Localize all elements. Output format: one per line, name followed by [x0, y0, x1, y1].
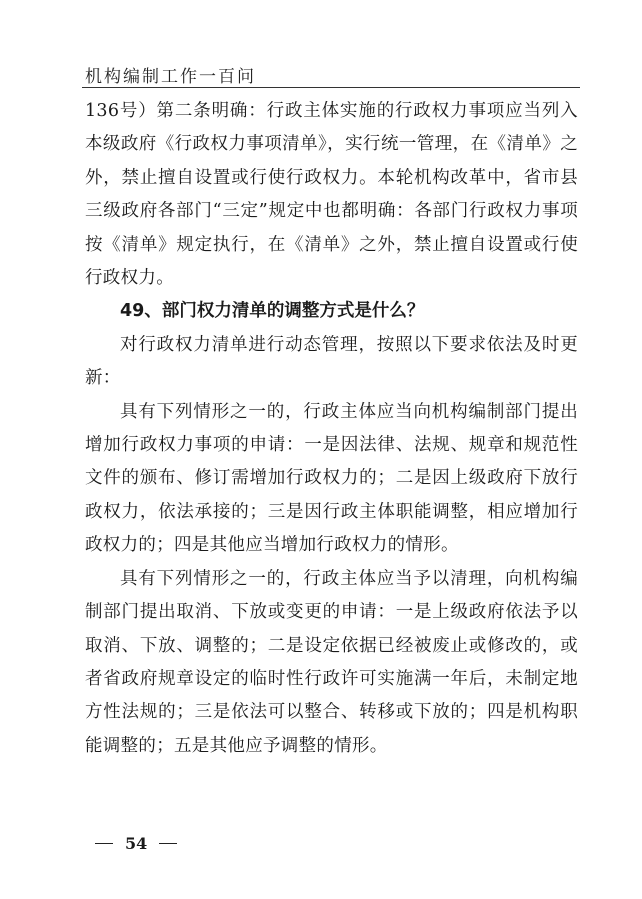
- paragraph-continuation: 136号）第二条明确：行政主体实施的行政权力事项应当列入本级政府《行政权力事项清单》，实行统一管理，在《清单》之外，禁止擅自设置或行使行政权力。本轮机构改革中，省市县三级政府各部门“三定”规定中也都明确：各部门行政权力事项按《清单》规定执行，在《清单》之外，禁止擅自设置或行使行政权力。: [85, 101, 578, 289]
- footer-dash-left: [95, 843, 113, 844]
- page-footer: [95, 834, 177, 853]
- footer-dash-right: [159, 843, 177, 844]
- header-divider: [82, 87, 580, 88]
- running-header: 机构编制工作一百问: [85, 67, 256, 87]
- page-body: [85, 95, 578, 763]
- paragraph-intro: 对行政权力清单进行动态管理，按照以下要求依法及时更新：: [85, 334, 578, 389]
- page-number: 54: [125, 834, 148, 853]
- question-heading: 49、部门权力清单的调整方式是什么？: [120, 301, 425, 322]
- paragraph-remove-powers: 具有下列情形之一的，行政主体应当予以清理，向机构编制部门提出取消、下放或变更的申请：一是上级政府依法予以取消、下放、调整的；二是设定依据已经被废止或修改的，或者省政府规章设定的临时性行政许可实施满一年后，未制定地方性法规的；三是依法可以整合、转移或下放的；四是机构职能调整的；五是其他应予调整的情形。: [85, 568, 578, 756]
- paragraph-add-powers: 具有下列情形之一的，行政主体应当向机构编制部门提出增加行政权力事项的申请：一是因法律、法规、规章和规范性文件的颁布、修订需增加行政权力的；二是因上级政府下放行政权力，依法承接的；三是因行政主体职能调整，相应增加行政权力的；四是其他应当增加行政权力的情形。: [85, 401, 578, 556]
